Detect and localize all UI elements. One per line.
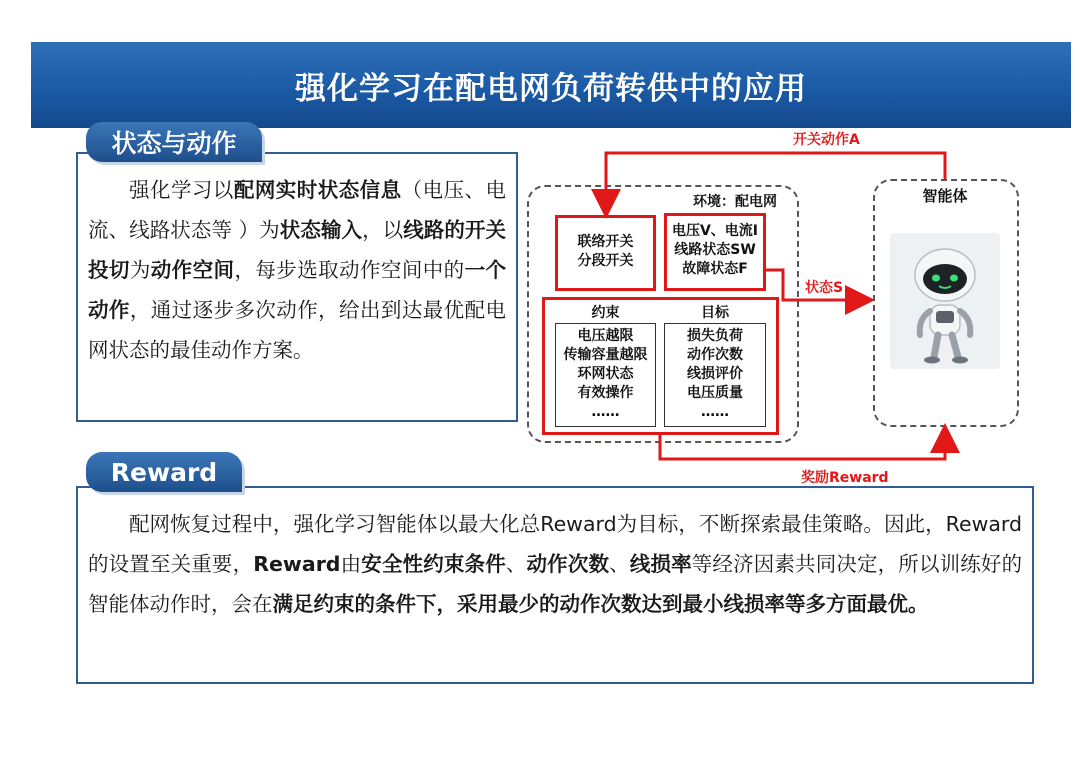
reward-text-run: 线损率 [629, 552, 692, 576]
state-box-line: 线路状态SW [674, 242, 756, 258]
state-action-tag: 状态与动作 [86, 122, 262, 162]
state-label: 状态S [805, 280, 844, 296]
reward-label: 奖励Reward [801, 470, 889, 486]
state-action-text-run: ，每步选取动作空间中的 [234, 258, 465, 282]
reward-tag: Reward [86, 452, 242, 492]
constraint-title: 约束 [591, 305, 620, 321]
reward-text [88, 504, 1022, 624]
state-action-text-run: 动作空间 [150, 258, 235, 282]
state-box-line: 故障状态F [682, 261, 748, 277]
reward-panel [76, 486, 1034, 684]
reward-text-run: 等经济因素共同决定，所以训练好的智能体动作时，会在 [88, 552, 1023, 616]
state-action-text-run: （电压、电流、线路状态等 ）为 [88, 178, 507, 242]
reward-text-run: 安全性约束条件 [361, 552, 506, 576]
reward-text-run: Reward [253, 552, 341, 576]
goal-item-line: …… [701, 404, 729, 420]
reward-text-run: 满足约束的条件下，采用最少的动作次数达到最小线损率等多方面最优。 [272, 592, 929, 616]
goal-item-line: 电压质量 [687, 385, 743, 401]
switch-box-line: 分段开关 [577, 253, 634, 269]
state-action-text-run: 一个动作 [88, 258, 507, 322]
state-action-text [88, 170, 506, 370]
agent-label: 智能体 [922, 187, 968, 205]
constraint-item-line: 环网状态 [577, 366, 634, 382]
state-action-text-run: 状态输入 [279, 218, 363, 242]
state-action-text-run: 配网实时状态信息 [233, 178, 402, 202]
state-action-text-run: ，通过逐步多次动作，给出到达最优配电网状态的最佳动作方案。 [88, 298, 507, 362]
reward-text-run: 配网恢复过程中，强化学习智能体以最大化总Reward为目标，不断探索最佳策略。因此，Reward的设置至关重要， [88, 512, 1022, 576]
reward-text-run: 、 [505, 552, 527, 576]
constraint-item-line: 电压越限 [577, 328, 634, 344]
constraint-item-line: …… [591, 404, 620, 420]
goal-title: 目标 [701, 305, 729, 321]
constraint-item-line: 传输容量越限 [563, 347, 648, 363]
state-action-text-run: 为 [129, 258, 151, 282]
state-action-text-run: ，以 [362, 218, 404, 242]
switch-box-line: 联络开关 [577, 234, 634, 250]
reward-text-run: 动作次数 [526, 552, 610, 576]
action-arrow [606, 153, 945, 213]
state-box-line: 电压V、电流I [671, 223, 759, 239]
goal-item-line: 线损评价 [687, 366, 743, 382]
state-action-text-run: 强化学习以 [129, 178, 234, 202]
constraint-item-line: 有效操作 [577, 385, 634, 401]
reward-text-run: 由 [340, 552, 362, 576]
reward-text-run: 、 [609, 552, 630, 576]
action-label: 开关动作A [793, 132, 860, 148]
state-action-text-run: 线路的开关投切 [88, 218, 507, 282]
rl-diagram [525, 125, 1025, 495]
diagram-arrows [525, 125, 1025, 495]
title-bar [31, 42, 1071, 128]
goal-item-line: 动作次数 [687, 347, 743, 363]
environment-label: 环境：配电网 [693, 194, 777, 210]
state-action-panel [76, 152, 518, 422]
reward-arrow [660, 429, 945, 459]
goal-item-line: 损失负荷 [687, 328, 743, 344]
page-title: 强化学习在配电网负荷转供中的应用 [295, 70, 807, 107]
